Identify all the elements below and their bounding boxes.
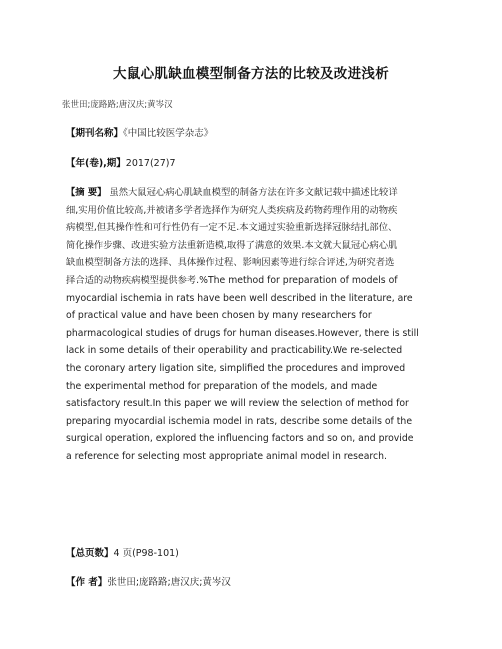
abstract-label: 【摘 要】 xyxy=(66,187,107,198)
abstract-line: myocardial ischemia in rats have been well described in the literature, are xyxy=(66,292,413,304)
journal-label: 【期刊名称】 xyxy=(66,128,124,139)
abstract-line: 病模型,但其操作性和可行性仍有一定不足.本文通过实验重新选择冠脉结扎部位、 xyxy=(66,222,398,234)
abstract-line: preparing myocardial ischemia model in rats, describe some details of the xyxy=(66,415,413,427)
paper-title: 大鼠心肌缺血模型制备方法的比较及改进浅析 xyxy=(113,66,389,82)
journal-value: 《中国比较医学杂志》 xyxy=(123,128,214,139)
year-issue-field xyxy=(66,155,176,169)
abstract-line: 【摘 要】 虽然大鼠冠心病心肌缺血模型的制备方法在许多文献记载中描述比较详 xyxy=(66,187,398,198)
abstract-line: surgical operation, explored the influencing factors and so on, and provide xyxy=(66,433,414,445)
year-issue-label: 【年(卷),期】 xyxy=(66,158,126,169)
abstract-line: the experimental method for preparation of the models, and made xyxy=(66,380,378,392)
total-pages-value: 4 页(P98-101) xyxy=(113,548,179,559)
abstract-line: the coronary artery ligation site, simplified the procedures and improved xyxy=(66,362,406,374)
abstract-line: of practical value and have been chosen by many researchers for xyxy=(66,310,372,322)
abstract-line: lack in some details of their operability and practicability.We re-selected xyxy=(66,345,403,357)
abstract-line: satisfactory result.In this paper we will review the selection of method for xyxy=(66,398,409,410)
abstract-line: 简化操作步骤、改进实验方法重新造模,取得了满意的效果.本文就大鼠冠心病心肌 xyxy=(66,239,398,251)
journal-field xyxy=(66,125,213,139)
abstract-block xyxy=(66,184,442,466)
authors-label: 【作 者】 xyxy=(66,577,108,588)
abstract-line: pharmacological studies of drugs for human diseases.However, there is still xyxy=(66,327,419,339)
abstract-line: 缺血模型制备方法的选择、具体操作过程、影响因素等进行综合评述,为研究者选 xyxy=(66,257,395,269)
abstract-line: 择合适的动物疾病模型提供参考.%The method for preparation of models of xyxy=(66,274,398,286)
abstract-line: a reference for selecting most appropriate animal model in research. xyxy=(66,450,387,462)
total-pages-label: 【总页数】 xyxy=(66,548,114,559)
year-issue-value: 2017(27)7 xyxy=(125,158,176,169)
total-pages-field xyxy=(66,545,179,559)
authors-field xyxy=(66,574,231,588)
author-line: 张世田;庞路路;唐汉庆;黄岑汉 xyxy=(62,100,173,110)
abstract-line: 细,实用价值比较高,并被诸多学者选择作为研究人类疾病及药物药理作用的动物疾 xyxy=(66,204,398,216)
authors-value: 张世田;庞路路;唐汉庆;黄岑汉 xyxy=(107,577,231,588)
